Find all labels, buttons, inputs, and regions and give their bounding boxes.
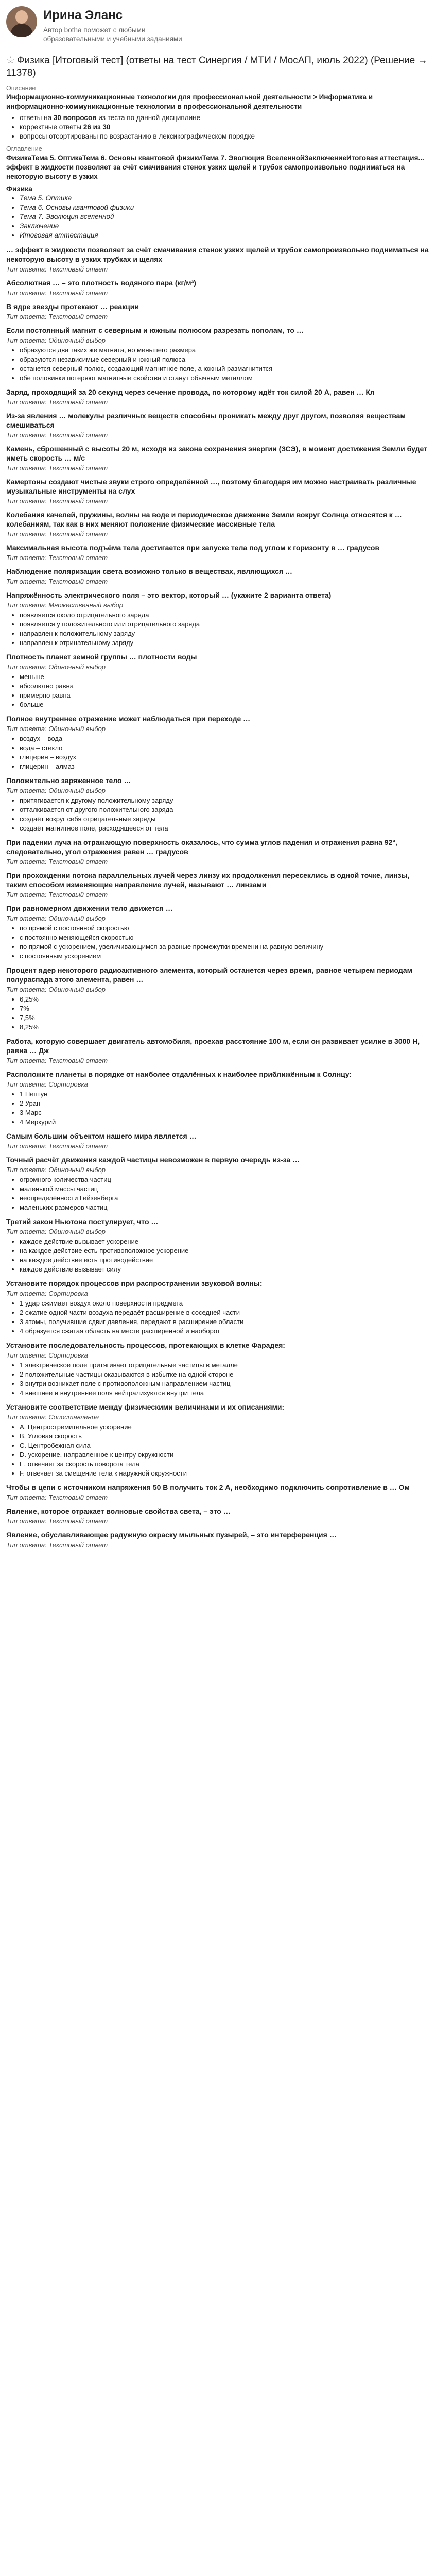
option-item: • на каждое действие есть противодействие	[20, 1256, 430, 1264]
option-item: • по прямой с постоянной скоростью	[20, 924, 430, 933]
question-text: Работа, которую совершает двигатель автомобиля, проехав расстояние 100 м, если он развивает усилие в 3000 Н, равна … Дж	[6, 1037, 420, 1055]
question-text: Колебания качелей, пружины, волны на воде и периодическое движение Земли вокруг Солнца относятся к … колебаниям, так как в них меняют положение физические массивные тела	[6, 511, 402, 528]
info-item-text: из теста по данной дисциплине	[96, 114, 201, 122]
option-item: • больше	[20, 700, 430, 709]
question-block	[6, 1155, 430, 1212]
option-item: • воздух – вода	[20, 734, 430, 743]
answer-type: Тип ответа: Текстовый ответ	[6, 1494, 108, 1501]
options-list	[6, 796, 430, 833]
option-item: • 6,25%	[20, 995, 430, 1004]
options-list	[6, 1361, 430, 1397]
option-item: • глицерин – алмаз	[20, 762, 430, 771]
answer-type: Тип ответа: Текстовый ответ	[6, 530, 108, 538]
question-text: Плотность планет земной группы … плотности воды	[6, 653, 197, 661]
option-item: • F. отвечает за смещение тела к наружной окружности	[20, 1469, 430, 1478]
toc-item[interactable]: • Итоговая аттестация	[20, 231, 430, 240]
question-block	[6, 1037, 430, 1064]
option-item: • образуются два таких же магнита, но меньшего размера	[20, 346, 430, 354]
question-text: Явление, обуславливающее радужную окраску мыльных пузырей, – это интерференция …	[6, 1531, 337, 1539]
option-item: • 1 электрическое поле притягивает отрицательные частицы в металле	[20, 1361, 430, 1369]
options-list	[6, 734, 430, 771]
question-block	[6, 411, 430, 439]
answer-type: Тип ответа: Одиночный выбор	[6, 336, 106, 344]
question-text: Явление, которое отражает волновые свойства света, – это …	[6, 1507, 231, 1515]
info-item	[20, 123, 430, 132]
option-item: • отталкивается от другого положительного заряда	[20, 805, 430, 814]
question-block	[6, 278, 430, 297]
answer-type: Тип ответа: Сортировка	[6, 1351, 88, 1359]
question-text: Полное внутреннее отражение может наблюдаться при переходе …	[6, 715, 251, 723]
option-item: • 4 Меркурий	[20, 1117, 430, 1126]
option-item: • 4 внешнее и внутреннее поля нейтрализуются внутри тела	[20, 1388, 430, 1397]
author-description: Автор botha поможет с любыми образовательными и учебными заданиями	[43, 26, 182, 43]
option-item: • B. Угловая скорость	[20, 1432, 430, 1440]
answer-type: Тип ответа: Текстовый ответ	[6, 265, 108, 273]
answer-type: Тип ответа: Текстовый ответ	[6, 464, 108, 472]
answer-type: Тип ответа: Одиночный выбор	[6, 663, 106, 671]
question-text: Максимальная высота подъёма тела достигается при запуске тела под углом к горизонту в … градусов	[6, 544, 380, 552]
info-item	[20, 113, 430, 123]
options-list	[6, 672, 430, 709]
question-text: Положительно заряженное тело …	[6, 776, 131, 785]
option-item: • с постоянным ускорением	[20, 952, 430, 960]
question-text: Процент ядер некоторого радиоактивного элемента, который останется через время, равное четырем периодам полураспада этого элемента, равен …	[6, 966, 412, 984]
option-item: • меньше	[20, 672, 430, 681]
question-text: Абсолютная … – это плотность водяного пара (кг/м³)	[6, 279, 196, 287]
question-block	[6, 387, 430, 406]
option-item: • глицерин – воздух	[20, 753, 430, 761]
toc-item[interactable]: • Тема 6. Основы квантовой физики	[20, 203, 430, 212]
answer-type: Тип ответа: Текстовый ответ	[6, 431, 108, 439]
questions-list	[6, 245, 430, 1549]
option-item: • образуются независимые северный и южный полюса	[20, 355, 430, 364]
option-item: • A. Центростремительное ускорение	[20, 1422, 430, 1431]
toc-item[interactable]: • Тема 5. Оптика	[20, 194, 430, 203]
answer-type: Тип ответа: Текстовый ответ	[6, 891, 108, 899]
options-list	[6, 1090, 430, 1126]
question-block	[6, 1279, 430, 1335]
answer-type: Тип ответа: Текстовый ответ	[6, 1057, 108, 1064]
option-item: • C. Центробежная сила	[20, 1441, 430, 1450]
option-item: • создаёт магнитное поле, расходящееся от тела	[20, 824, 430, 833]
option-item: • D. ускорение, направленное к центру окружности	[20, 1450, 430, 1459]
options-list	[6, 1175, 430, 1212]
question-block	[6, 1131, 430, 1150]
question-block	[6, 590, 430, 647]
info-item-highlight: 30 вопросов	[53, 114, 97, 122]
question-text: Установите соответствие между физическими величинами и их описаниями:	[6, 1403, 285, 1411]
info-item-highlight: 26 из 30	[83, 123, 111, 131]
author-info	[43, 6, 198, 43]
question-text: В ядре звезды протекают … реакции	[6, 302, 139, 311]
option-item: • по прямой с ускорением, увеличивающимся за равные промежутки времени на равную величину	[20, 942, 430, 951]
options-list	[6, 346, 430, 382]
question-text: Камень, сброшенный с высоты 20 м, исходя из закона сохранения энергии (ЗСЭ), в момент достижения Земли будет иметь скорость … м/с	[6, 445, 427, 462]
option-item: • 2 положительные частицы оказываются в избытке на одной стороне	[20, 1370, 430, 1379]
question-text: Если постоянный магнит с северным и южным полюсом разрезать пополам, то …	[6, 326, 304, 334]
option-item: • появляется у положительного или отрицательного заряда	[20, 620, 430, 629]
option-item: • появляется около отрицательного заряда	[20, 611, 430, 619]
option-item: • 1 Нептун	[20, 1090, 430, 1098]
description-label: Описание	[6, 84, 36, 92]
option-item: • с постоянно меняющейся скоростью	[20, 933, 430, 942]
answer-type: Тип ответа: Текстовый ответ	[6, 313, 108, 320]
option-item: • примерно равна	[20, 691, 430, 700]
toc-item[interactable]: • Заключение	[20, 222, 430, 231]
toc-list	[6, 194, 430, 240]
option-item: • абсолютно равна	[20, 682, 430, 690]
question-text: При падении луча на отражающую поверхность оказалось, что сумма углов падения и отражения равна 92°, следовательно, угол отражения равен … градусов	[6, 838, 397, 856]
question-text: Расположите планеты в порядке от наиболее отдалённых к наиболее приближённым к Солнцу:	[6, 1070, 352, 1078]
question-text: Из-за явления … молекулы различных веществ способны проникать между друг другом, позволяя веществам смешиваться	[6, 412, 406, 429]
question-block	[6, 510, 430, 538]
answer-type: Тип ответа: Сопоставление	[6, 1413, 99, 1421]
question-block	[6, 543, 430, 562]
option-item: • маленькой массы частиц	[20, 1184, 430, 1193]
option-item: • останется северный полюс, создающий магнитное поле, а южный размагнитится	[20, 364, 430, 373]
author-name[interactable]: Ирина Эланс	[43, 8, 123, 22]
answer-type: Тип ответа: Текстовый ответ	[6, 858, 108, 866]
question-block	[6, 302, 430, 320]
toc-head: ФизикаТема 5. ОптикаТема 6. Основы квантовой физикиТема 7. Эволюция ВселеннойЗаключениеИтоговая аттестация... эффект в жидкости позволяет за счёт смачивания стенок узких щелей и трубок самопроизвольно подниматься на некоторую высоту в узких	[6, 154, 424, 180]
info-list	[6, 113, 430, 141]
option-item: • каждое действие вызывает ускорение	[20, 1237, 430, 1246]
option-item: • 4 образуется сжатая область на месте расширенной и наоборот	[20, 1327, 430, 1335]
question-text: … эффект в жидкости позволяет за счёт смачивания стенок узких щелей и трубок самопроизвольно подниматься на некоторую высоту в узких трубках и щелях	[6, 246, 429, 263]
options-list	[6, 995, 430, 1031]
question-block	[6, 245, 430, 273]
options-list	[6, 1299, 430, 1335]
page-title-text: Физика [Итоговый тест] (ответы на тест Синергия / МТИ / МосАП, июль 2022) (Решение → 11378)	[6, 55, 428, 78]
question-block	[6, 871, 430, 899]
option-item: • вода – стекло	[20, 743, 430, 752]
option-item: • 2 сжатие одной части воздуха передаёт расширение в соседней части	[20, 1308, 430, 1317]
question-text: Установите последовательность процессов, протекающих в клетке Фарадея:	[6, 1341, 285, 1349]
question-text: При прохождении потока параллельных лучей через линзу их продолжения пересеклись в одной точке, линзы, таким способом изменяющие направление лучей, называют … линзами	[6, 871, 410, 889]
question-block	[6, 714, 430, 771]
option-item: • 3 внутри возникает поле с противоположным направлением частиц	[20, 1379, 430, 1388]
answer-type: Тип ответа: Одиночный выбор	[6, 1166, 106, 1174]
option-item: • 2 Уран	[20, 1099, 430, 1108]
page-title	[6, 55, 430, 79]
question-text: Самым большим объектом нашего мира является …	[6, 1132, 197, 1140]
question-text: Напряжённость электрического поля – это вектор, который … (укажите 2 варианта ответа)	[6, 591, 332, 599]
option-item: • 7%	[20, 1004, 430, 1013]
star-icon[interactable]: ☆	[6, 55, 15, 66]
option-item: • на каждое действие есть противоположное ускорение	[20, 1246, 430, 1255]
answer-type: Тип ответа: Текстовый ответ	[6, 497, 108, 505]
toc-item[interactable]: • Тема 7. Эволюция вселенной	[20, 212, 430, 222]
options-list	[6, 1237, 430, 1274]
toc-subtitle: Физика	[6, 184, 32, 193]
answer-type: Тип ответа: Текстовый ответ	[6, 1517, 108, 1525]
options-list	[6, 924, 430, 960]
answer-type: Тип ответа: Текстовый ответ	[6, 398, 108, 406]
options-list	[6, 611, 430, 647]
option-item: • 3 атомы, получившие сдвиг давления, передают в расширение области	[20, 1317, 430, 1326]
author-card	[6, 0, 430, 47]
question-block	[6, 1483, 430, 1501]
question-text: Третий закон Ньютона постулирует, что …	[6, 1217, 159, 1226]
question-block	[6, 1341, 430, 1397]
option-item: • 7,5%	[20, 1013, 430, 1022]
answer-type: Тип ответа: Множественный выбор	[6, 601, 124, 609]
option-item: • маленьких размеров частиц	[20, 1203, 430, 1212]
question-block	[6, 1217, 430, 1274]
option-item: • 1 удар сжимает воздух около поверхности предмета	[20, 1299, 430, 1308]
question-block	[6, 326, 430, 382]
answer-type: Тип ответа: Одиночный выбор	[6, 914, 106, 922]
option-item: • создаёт вокруг себя отрицательные заряды	[20, 815, 430, 823]
options-list	[6, 1422, 430, 1478]
option-item: • обе половинки потеряют магнитные свойства и станут обычным металлом	[20, 374, 430, 382]
option-item: • огромного количества частиц	[20, 1175, 430, 1184]
info-item-text: вопросы отсортированы по возрастанию в лексикографическом порядке	[20, 132, 255, 140]
toc-label: Оглавление	[6, 145, 42, 152]
option-item: • 3 Марс	[20, 1108, 430, 1117]
answer-type: Тип ответа: Текстовый ответ	[6, 554, 108, 562]
answer-type: Тип ответа: Одиночный выбор	[6, 986, 106, 993]
info-item-text: ответы на	[20, 114, 54, 122]
answer-type: Тип ответа: Текстовый ответ	[6, 1541, 108, 1549]
question-block	[6, 477, 430, 505]
question-block	[6, 904, 430, 960]
question-block	[6, 838, 430, 866]
avatar[interactable]	[6, 6, 37, 37]
option-item: • 8,25%	[20, 1023, 430, 1031]
question-text: Чтобы в цепи с источником напряжения 50 В получить ток 2 А, необходимо подключить сопротивление в … Ом	[6, 1483, 410, 1492]
question-block	[6, 1402, 430, 1478]
answer-type: Тип ответа: Одиночный выбор	[6, 725, 106, 733]
answer-type: Тип ответа: Текстовый ответ	[6, 289, 108, 297]
option-item: • неопределённости Гейзенберга	[20, 1194, 430, 1202]
answer-type: Тип ответа: Сортировка	[6, 1290, 88, 1297]
question-block	[6, 776, 430, 833]
answer-type: Тип ответа: Сортировка	[6, 1080, 88, 1088]
question-text: Точный расчёт движения каждой частицы невозможен в первую очередь из-за …	[6, 1156, 300, 1164]
question-block	[6, 965, 430, 1031]
question-text: При равномерном движении тело движется …	[6, 904, 173, 912]
option-item: • направлен к положительному заряду	[20, 629, 430, 638]
answer-type: Тип ответа: Текстовый ответ	[6, 1142, 108, 1150]
question-text: Установите порядок процессов при распространении звуковой волны:	[6, 1279, 263, 1287]
option-item: • притягивается к другому положительному заряду	[20, 796, 430, 805]
question-block	[6, 1506, 430, 1525]
question-text: Камертоны создают чистые звуки строго определённой …, поэтому благодаря им можно настраивать различные музыкальные инструменты на слух	[6, 478, 416, 495]
answer-type: Тип ответа: Текстовый ответ	[6, 578, 108, 585]
question-text: Заряд, проходящий за 20 секунд через сечение провода, по которому идёт ток силой 20 А, равен … Кл	[6, 388, 375, 396]
option-item: • каждое действие вызывает силу	[20, 1265, 430, 1274]
option-item: • направлен к отрицательному заряду	[20, 638, 430, 647]
question-block	[6, 1530, 430, 1549]
option-item: • E. отвечает за скорость поворота тела	[20, 1460, 430, 1468]
answer-type: Тип ответа: Одиночный выбор	[6, 1228, 106, 1235]
question-block	[6, 652, 430, 709]
info-item-text: корректные ответы	[20, 123, 83, 131]
info-item	[20, 132, 430, 141]
description-text: Информационно-коммуникационные технологии для профессиональной деятельности > Информатика и информационно-коммуникационные технологии в профессиональной деятельности	[6, 93, 373, 110]
question-block	[6, 567, 430, 585]
answer-type: Тип ответа: Одиночный выбор	[6, 787, 106, 794]
question-block	[6, 444, 430, 472]
question-text: Наблюдение поляризации света возможно только в веществах, являющихся …	[6, 567, 293, 575]
question-block	[6, 1070, 430, 1126]
